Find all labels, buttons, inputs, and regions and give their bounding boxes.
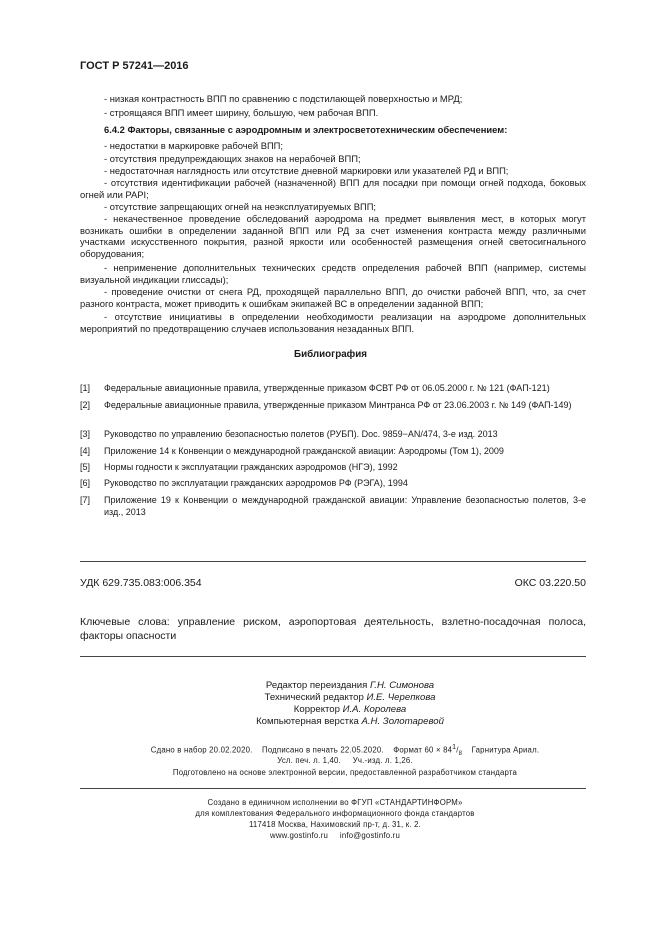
section-heading: 6.4.2 Факторы, связанные с аэродромным и электросветотехническим обеспечением:	[104, 124, 508, 135]
list-item: - недостаточная наглядность или отсутствие дневной маркировки или указателей РД и ВПП;	[104, 165, 509, 176]
list-item: - отсутствие инициативы в определении необходимости реализации на аэродроме дополнительных мероприятий по предотвращению случаев использования незаданных ВПП.	[80, 311, 586, 334]
standard-number-header: ГОСТ Р 57241—2016	[80, 60, 189, 72]
divider	[80, 561, 586, 562]
imprint-line	[110, 755, 580, 767]
list-item: - некачественное проведение обследований аэродрома на предмет выявления мест, в которых могут возникать ошибки в определении заданной ВПП или РД за счет изменения контраста между различными участками искусственного покрытия, разной яркости или особенностей размещения огней светосигнального оборудования;	[80, 213, 586, 259]
bibliography-text: Руководство по управлению безопасностью полетов (РУБП). Doc. 9859−AN/474, 3-е изд. 2013	[104, 429, 498, 439]
bibliography-number: [6]	[80, 478, 91, 488]
bibliography-text: Федеральные авиационные правила, утвержденные приказом ФСВТ РФ от 06.05.2000 г. № 121 (ФАП-121)	[104, 383, 550, 393]
list-item: - проведение очистки от снега РД, проходящей параллельно ВПП, до очистки рабочей ВПП, что, за счет разного контраста, может приводить к ошибкам экипажей ВС в определении заданной ВПП;	[80, 286, 586, 309]
bibliography-text: Руководство по эксплуатации гражданских аэродромов РФ (РЭГА), 1994	[104, 478, 408, 488]
staff-name: И.Е. Черепкова	[366, 692, 436, 703]
staff-name: А.Н. Золотаревой	[361, 716, 444, 727]
bibliography-number: [7]	[80, 495, 91, 505]
publisher-line: для комплектования Федерального информационного фонда стандартов	[195, 809, 475, 818]
udk-code: УДК 629.735.083:006.354	[80, 577, 202, 589]
list-item: - недостатки в маркировке рабочей ВПП;	[104, 140, 284, 151]
continuation-item: - низкая контрастность ВПП по сравнению с подстилающей поверхностью и МРД;	[104, 93, 463, 104]
imprint-set: Сдано в набор 20.02.2020.	[150, 745, 253, 755]
imprint-pub-sheets: Уч.-изд. л. 1,26.	[352, 756, 413, 765]
staff-line	[200, 704, 500, 717]
bibliography-title: Библиография	[294, 349, 367, 360]
bibliography-text: Приложение 19 к Конвенции о международной гражданской авиации: Управление безопасностью полетов, 3-е изд., 2013	[104, 495, 586, 517]
staff-role: Редактор переиздания	[265, 680, 368, 691]
publisher-line: 117418 Москва, Нахимовский пр-т, д. 31, к. 2.	[248, 820, 422, 829]
bibliography-number: [2]	[80, 400, 91, 410]
oks-code: ОКС 03.220.50	[514, 577, 586, 589]
divider	[80, 788, 586, 789]
divider	[80, 656, 586, 657]
publisher-contacts: www.gostinfo.ru info@gostinfo.ru	[270, 831, 400, 840]
staff-line	[200, 716, 500, 729]
keywords: Ключевые слова: управление риском, аэропортовая деятельность, взлетно-посадочная полоса, факторы опасности	[80, 616, 586, 642]
imprint-prepared: Подготовлено на основе электронной версии, предоставленной разработчиком стандарта	[172, 768, 518, 777]
staff-line	[200, 692, 500, 705]
imprint-typeface: Гарнитура Ариал.	[471, 745, 540, 755]
bibliography-number: [1]	[80, 383, 91, 393]
continuation-item: - строящаяся ВПП имеет ширину, большую, чем рабочая ВПП.	[104, 107, 379, 118]
staff-name: Г.Н. Симонова	[370, 680, 435, 691]
imprint-format: Формат 60 × 84	[393, 745, 453, 755]
staff-role: Компьютерная верстка	[256, 716, 359, 727]
staff-role: Корректор	[293, 704, 340, 715]
imprint-signed: Подписано в печать 22.05.2020.	[262, 745, 384, 755]
staff-role: Технический редактор	[264, 692, 364, 703]
imprint-sheets: Усл. печ. л. 1,40.	[277, 756, 341, 765]
bibliography-number: [4]	[80, 446, 91, 456]
bibliography-text: Нормы годности к эксплуатации гражданских аэродромов (НГЭ), 1992	[104, 462, 398, 472]
list-item: - неприменение дополнительных технических средств определения рабочей ВПП (например, системы визуальной индикации глиссады);	[80, 262, 586, 285]
imprint-format-den: 8	[458, 751, 463, 758]
staff-line	[200, 680, 500, 693]
imprint-line: Сдано в набор 20.02.2020. Подписано в печать 22.05.2020. Формат $60 \times 84^1/_8$ Гарнитура Ариал.	[150, 744, 540, 758]
bibliography-text: Приложение 14 к Конвенции о международной гражданской авиации: Аэродромы (Том 1), 2009	[104, 446, 504, 456]
list-item: - отсутствие запрещающих огней на неэксплуатируемых ВПП;	[104, 201, 377, 212]
bibliography-number: [3]	[80, 429, 91, 439]
bibliography-text: Федеральные авиационные правила, утвержденные приказом Минтранса РФ от 23.06.2003 г. № 149 (ФАП-149)	[104, 400, 572, 410]
staff-name: И.А. Королева	[342, 704, 407, 715]
bibliography-number: [5]	[80, 462, 91, 472]
list-item: - отсутствия идентификации рабочей (назначенной) ВПП для посадки при помощи огней подхода, боковых огней или PAPI;	[80, 177, 586, 200]
imprint-format-num: 1	[452, 744, 457, 751]
publisher-line: Создано в единичном исполнении во ФГУП «СТАНДАРТИНФОРМ»	[207, 798, 463, 807]
list-item: - отсутствия предупреждающих знаков на нерабочей ВПП;	[104, 153, 361, 164]
